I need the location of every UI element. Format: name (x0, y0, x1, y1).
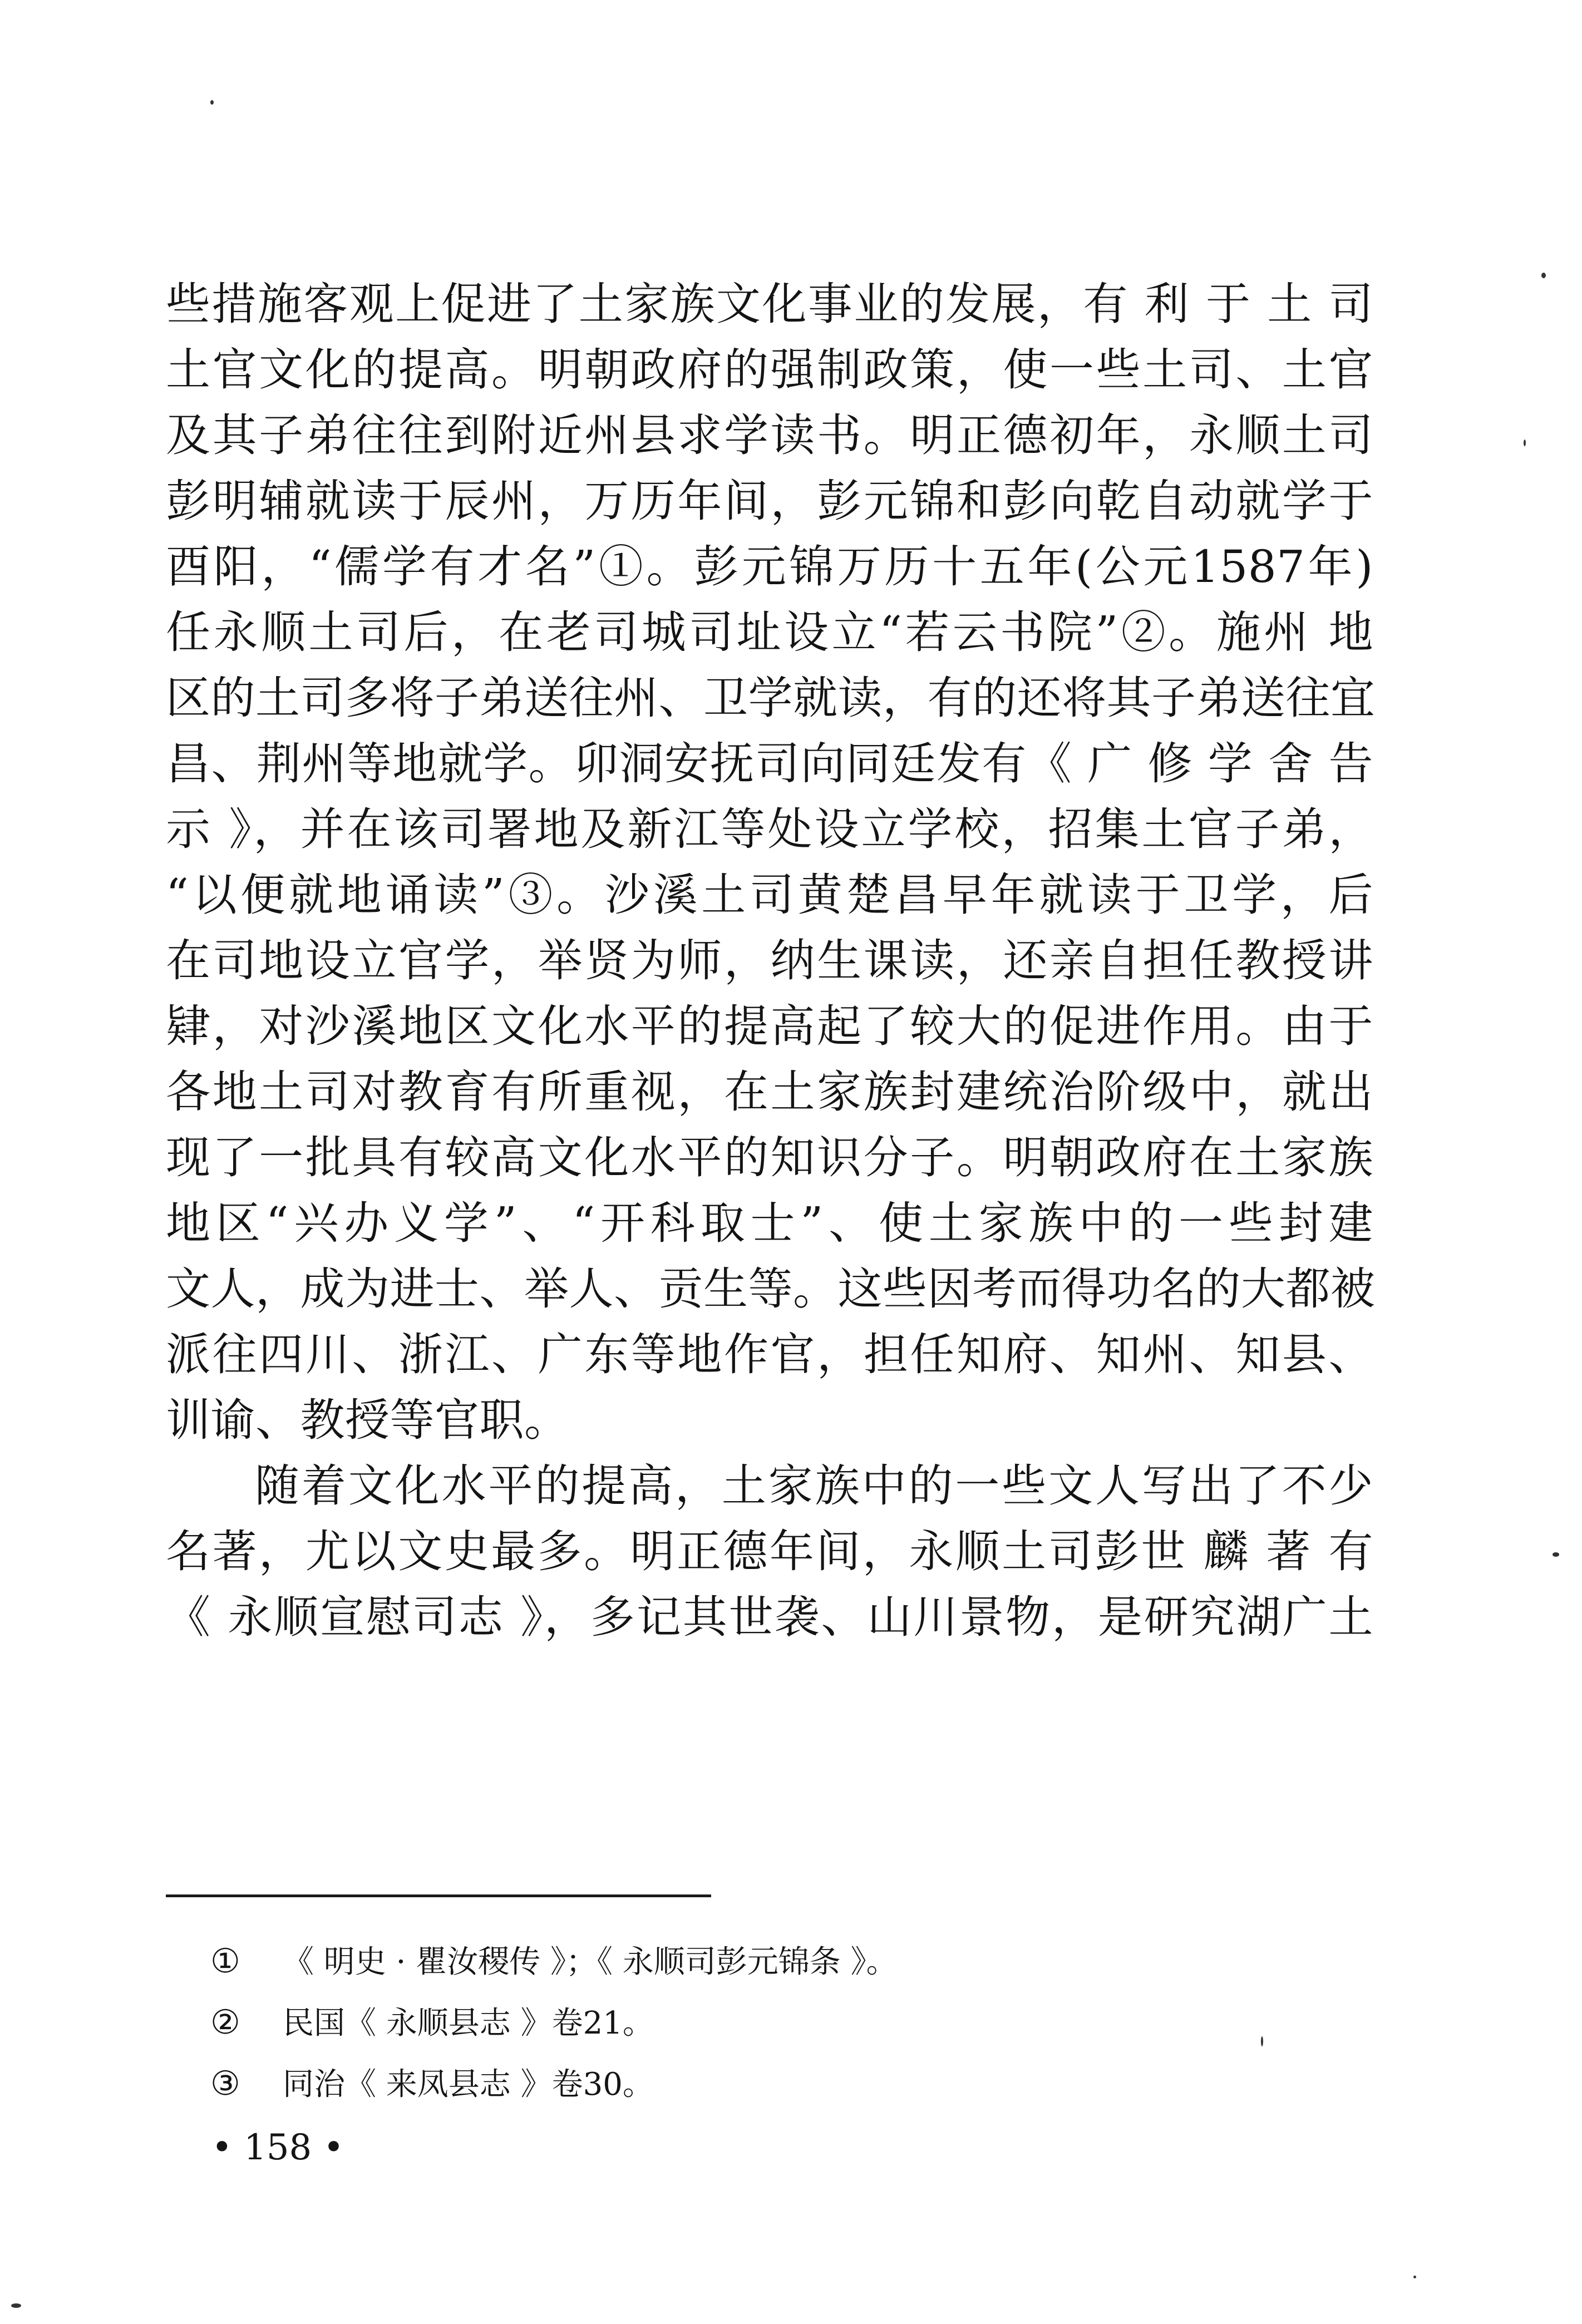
text-line: 昌、荆州等地就学。卯洞安抚司向同廷发有《 广 修 学 舍 告 (166, 738, 1373, 790)
text-line: 区的土司多将子弟送往州、卫学就读，有的还将其子弟送往宜 (166, 672, 1376, 724)
text-line: 些措施客观上促进了土家族文化事业的发展，有 利 于 土 司 (166, 278, 1373, 330)
text-line: 现了一批具有较高文化水平的知识分子。明朝政府在土家族 (166, 1132, 1373, 1183)
text-line: 地区“兴办义学”、“开科取士”、使土家族中的一些封建 (166, 1197, 1373, 1249)
text-line: 文人，成为进士、举人、贡生等。这些因考而得功名的大都被 (166, 1263, 1376, 1315)
body-text (166, 272, 1376, 1650)
page-number: • 158 • (211, 2127, 344, 2168)
text-line: 酉阳，“儒学有才名”①。彭元锦万历十五年(公元1587年) (166, 541, 1373, 593)
text-line: 及其子弟往往到附近州县求学读书。明正德初年，永顺土司 (166, 409, 1373, 461)
text-line: 示 》，并在该司署地及新江等处设立学校，招集土官子弟， (166, 803, 1373, 855)
text-line: 派往四川、浙江、广东等地作官，担任知府、知州、知县、 (166, 1329, 1373, 1380)
scan-speck (1413, 2276, 1416, 2278)
text-line: 训谕、教授等官职。 (166, 1394, 569, 1446)
text-line: 各地土司对教育有所重视，在土家族封建统治阶级中，就出 (166, 1066, 1373, 1118)
text-line: 肄，对沙溪地区文化水平的提高起了较大的促进作用。由于 (166, 1000, 1373, 1052)
scan-speck (1261, 2036, 1263, 2046)
footnote-text: 同治《 来凤县志 》卷30。 (283, 2066, 654, 2103)
footnote-divider (166, 1894, 711, 1897)
scan-speck (210, 100, 214, 105)
footnote-mark: ② (210, 2003, 240, 2042)
scan-speck (1553, 1552, 1559, 1557)
footnote (210, 1931, 1268, 1992)
text-line: 名著，尤以文史最多。明正德年间，永顺土司彭世 麟 著 有 (166, 1526, 1373, 1577)
footnote-text: 民国《 永顺县志 》卷21。 (283, 2005, 654, 2041)
footnote (210, 2053, 1268, 2114)
paragraph-start-line: 随着文化水平的提高，土家族中的一些文人写出了不少 (255, 1460, 1373, 1512)
footnote (210, 1992, 1268, 2053)
scan-speck (11, 2303, 21, 2308)
text-line: 《 永顺宣慰司志 》，多记其世袭、山川景物，是研究湖广土 (166, 1591, 1373, 1643)
text-line: 土官文化的提高。明朝政府的强制政策，使一些土司、土官 (166, 344, 1373, 396)
scan-speck (1541, 273, 1546, 278)
footnote-text: 《 明史 · 瞿汝稷传 》；《 永顺司彭元锦条 》。 (283, 1944, 898, 1980)
text-line: 彭明辅就读于辰州，万历年间，彭元锦和彭向乾自动就学于 (166, 475, 1373, 527)
footnote-mark: ③ (210, 2064, 240, 2103)
footnotes (210, 1931, 1268, 2114)
scan-speck (1524, 440, 1526, 446)
footnote-mark: ① (210, 1942, 240, 1981)
text-line: 任永顺土司后，在老司城司址设立“若云书院”②。施州 地 (166, 606, 1373, 658)
text-line: 在司地设立官学，举贤为师，纳生课读，还亲自担任教授讲 (166, 935, 1373, 986)
text-line: “以便就地诵读”③。沙溪土司黄楚昌早年就读于卫学，后 (166, 869, 1373, 921)
